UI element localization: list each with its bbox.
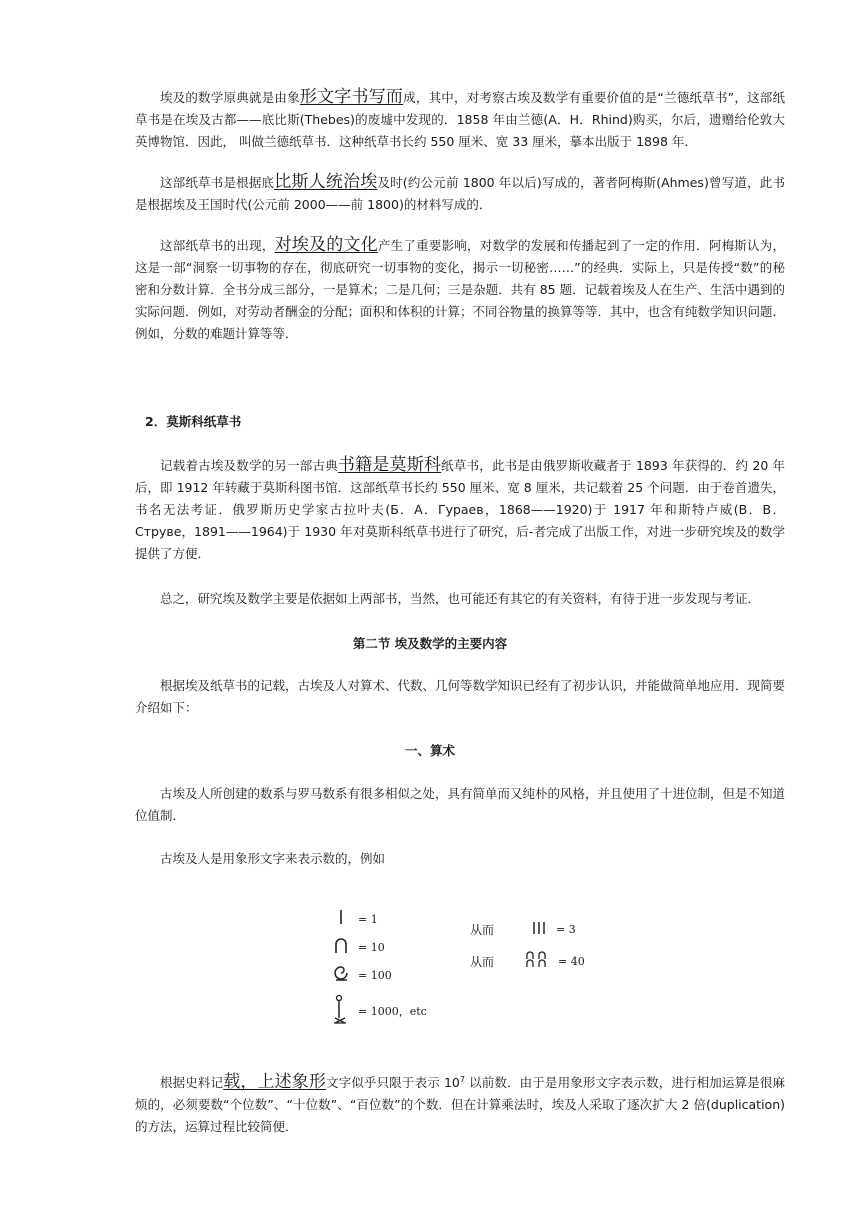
- text: 根据史料记: [160, 1075, 224, 1091]
- numeral-row-1: [330, 908, 384, 930]
- emphasized-text: 形文字书写而: [299, 87, 404, 107]
- lotus-icon: [330, 994, 352, 1028]
- paragraph-number-system: 古埃及人所创建的数系与罗马数系有很多相似之处，具有简单而又纯朴的风格，并且使用了十进位制，但是不知道位值制．: [135, 786, 786, 823]
- paragraph-summary: 总之，研究埃及数学主要是依据如上两部书，当然，也可能还有其它的有关资料，有待于进一步发现与考证．: [160, 591, 761, 606]
- text: 记载着古埃及数学的另一部古典: [160, 458, 338, 473]
- emphasized-text: 对埃及的文化: [274, 235, 378, 255]
- text: 及时(约公元前 1800 年以后)写成的，著者阿梅斯(Ahmes)曾写道，此书是根据埃及王国时代(公元前 2000——前 1800)的材料写成的．: [135, 175, 785, 212]
- text: 纸草书，此书是由俄罗斯收藏者于 1893 年获得的．约 20 年后，即 1912 年转藏于莫斯科图书馆．这部纸草书长约 550 厘米、宽 8 厘米，共记载着 25 个问题．由于卷首遗失，书名无法考证．俄罗斯历史学家古拉叶夫(Б．А．Гураев，1868——1920)于 1917 年和斯特卢威(В．В．Струве，1891——1964)于 1930 年对莫斯科纸草书进行了研究，后-者完成了出版工作，对进一步研究埃及的数学提供了方便．: [135, 458, 785, 561]
- numeral-value: = 1000，etc: [358, 1005, 427, 1018]
- numeral-value: = 40: [558, 954, 585, 968]
- text: 文字似乎只限于表示 10: [326, 1075, 460, 1091]
- coil-rope-icon: [330, 964, 352, 986]
- numeral-row-100: [330, 964, 398, 986]
- paragraph-moscow-papyrus: [135, 454, 785, 565]
- subsection-title-arithmetic: 一、算术: [404, 743, 455, 758]
- text: 成，其中，对考察古埃及数学有重要价值的是“兰德纸草书”，这部纸草书是在埃及古都——底比斯(Thebes)的废墟中发现的．1858 年由兰德(A．H．Rhind)购买，尔后，遗赠给伦敦大英博物馆．因此， 叫做兰德纸草书．这种纸草书长约 550 厘米、宽 33 厘米，摹本出版于 1898 年．: [135, 90, 785, 149]
- emphasized-text: 书籍是莫斯科: [337, 455, 442, 475]
- numeral-value: = 3: [556, 922, 576, 936]
- paragraph-hieroglyph-intro: 古埃及人是用象形文字来表示数的，例如: [160, 851, 386, 866]
- text: 产生了重要影响，对数学的发展和传播起到了一定的作用．阿梅斯认为，这是一部“洞察一切事物的存在，彻底研究一切事物的变化，揭示一切秘密……”的经典．实际上，只是传授“数”的秘密和分数计算．全书分成三部分，一是算术；二是几何；三是杂题．共有 85 题．记载着埃及人在生产、生活中遇到的实际问题．例如，对劳动者酬金的分配；面积和体积的计算；不同谷物量的换算等等．其中，也含有纯数学知识问题．例如，分数的难题计算等等．: [135, 238, 786, 341]
- text: 这部纸草书是根据底: [160, 175, 275, 190]
- text: 埃及的数学原典就是由象: [160, 90, 300, 105]
- emphasized-text: 载，上述象形: [223, 1072, 327, 1093]
- text: 以前数．由于是用象形文字表示数，进行相加运算是很麻烦的，必须要数“个位数”、“十位数”、“百位数”的个数．但在计算乘法时，埃及人采取了逐次扩大 2 倍(duplication)的方法，运算过程比较简便．: [135, 1075, 785, 1135]
- paragraph-limits-and-multiplication: [135, 1069, 785, 1138]
- text: 这部纸草书的出现，: [160, 238, 275, 253]
- emphasized-text: 比斯人统治埃: [274, 172, 378, 192]
- numeral-row-10: [330, 936, 391, 958]
- hieroglyph-numerals-figure: [330, 908, 610, 1033]
- heading-moscow-papyrus: 2．莫斯科纸草书: [145, 414, 242, 429]
- section-title: 第二节 埃及数学的主要内容: [352, 636, 508, 651]
- paragraph-rhind-influence: [135, 234, 785, 345]
- numeral-value: = 100: [358, 968, 392, 982]
- numeral-row-1000: [330, 996, 433, 1026]
- thus-label: 从而: [470, 955, 495, 969]
- four-heel-bones-icon: [524, 950, 552, 972]
- thus-label: 从而: [470, 923, 495, 937]
- paragraph-rhind-intro: [135, 86, 785, 153]
- paragraph-section-intro: 根据埃及纸草书的记载，古埃及人对算术、代数、几何等数学知识已经有了初步认识，并能做简单地应用．现简要介绍如下：: [135, 678, 786, 715]
- numeral-example-3: [528, 918, 582, 940]
- numeral-value: = 10: [358, 940, 385, 954]
- paragraph-rhind-date: [135, 171, 785, 216]
- numeral-value: = 1: [358, 912, 378, 926]
- numeral-example-40: [524, 950, 591, 972]
- exponent: 7: [459, 1075, 465, 1084]
- stroke-icon: [330, 908, 352, 930]
- heel-bone-icon: [330, 936, 352, 958]
- three-strokes-icon: [528, 919, 550, 939]
